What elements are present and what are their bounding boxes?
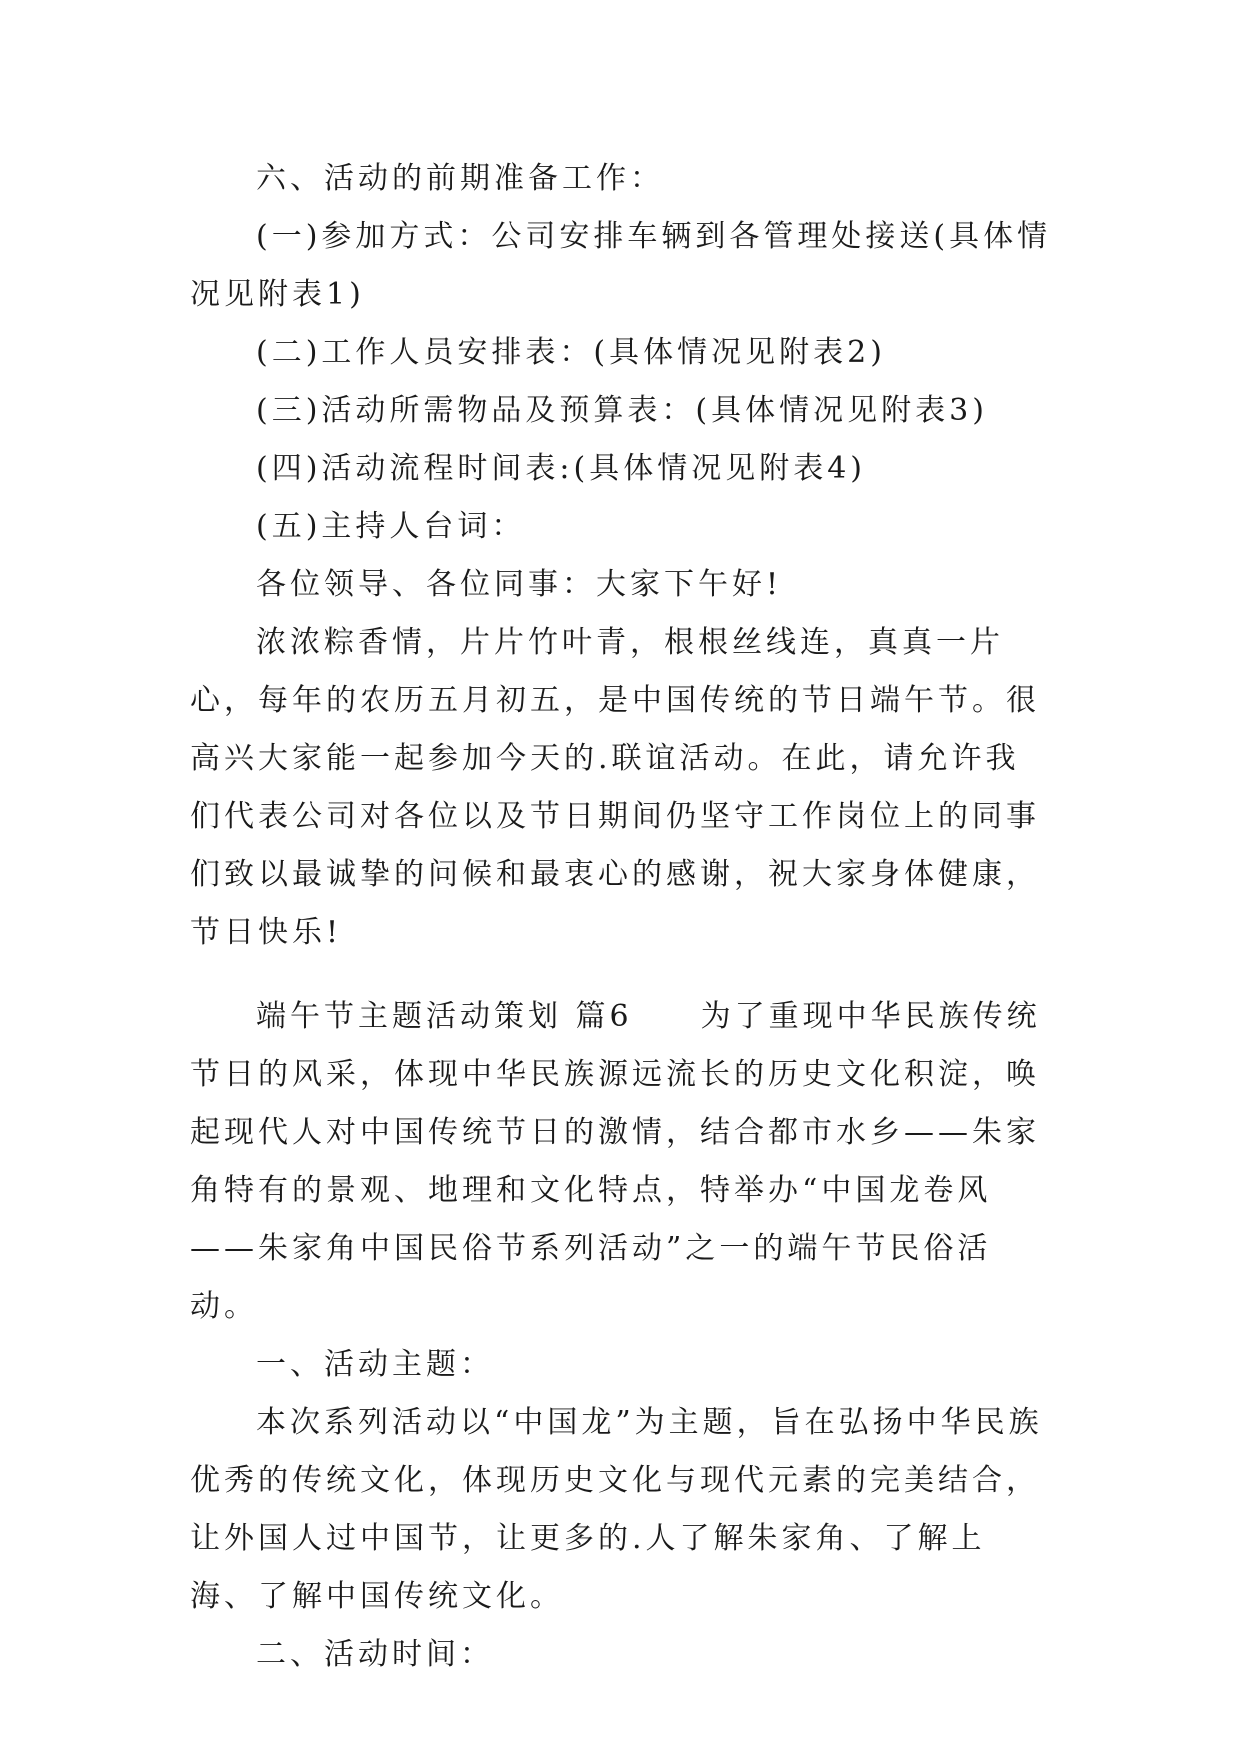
list-item-participation-method: (一)参加方式：公司安排车辆到各管理处接送(具体情况见附表1) <box>190 219 1052 312</box>
host-greeting: 各位领导、各位同事：大家下午好! <box>256 567 783 602</box>
list-item-host-script: (五)主持人台词： <box>256 509 526 544</box>
document-body <box>190 150 1052 1684</box>
section-heading-preparation: 六、活动的前期准备工作： <box>256 161 664 196</box>
article-intro-paragraph: 端午节主题活动策划 篇6 为了重现中华民族传统节日的风采，体现中华民族源远流长的历史文化积淀，唤起现代人对中国传统节日的激情，结合都市水乡——朱家角特有的景观、地理和文化特点，特举办“中国龙卷风——朱家角中国民俗节系列活动”之一的端午节民俗活动。 <box>190 999 1041 1324</box>
theme-paragraph: 本次系列活动以“中国龙”为主题，旨在弘扬中华民族优秀的传统文化，体现历史文化与现代元素的完美结合，让外国人过中国节，让更多的.人了解朱家角、了解上海、了解中国传统文化。 <box>190 1405 1043 1614</box>
list-item-staff-schedule: (二)工作人员安排表：(具体情况见附表2) <box>256 335 886 370</box>
section-heading-time: 二、活动时间： <box>256 1637 494 1672</box>
section-heading-theme: 一、活动主题： <box>256 1347 494 1382</box>
host-speech-paragraph: 浓浓粽香情，片片竹叶青，根根丝线连，真真一片心，每年的农历五月初五，是中国传统的节日端午节。很高兴大家能一起参加今天的.联谊活动。在此，请允许我们代表公司对各位以及节日期间仍坚守工作岗位上的同事们致以最诚挚的问候和最衷心的感谢，祝大家身体健康，节日快乐! <box>190 625 1040 950</box>
list-item-supplies-budget: (三)活动所需物品及预算表：(具体情况见附表3) <box>256 393 988 428</box>
list-item-timeline: (四)活动流程时间表:(具体情况见附表4) <box>256 451 867 486</box>
